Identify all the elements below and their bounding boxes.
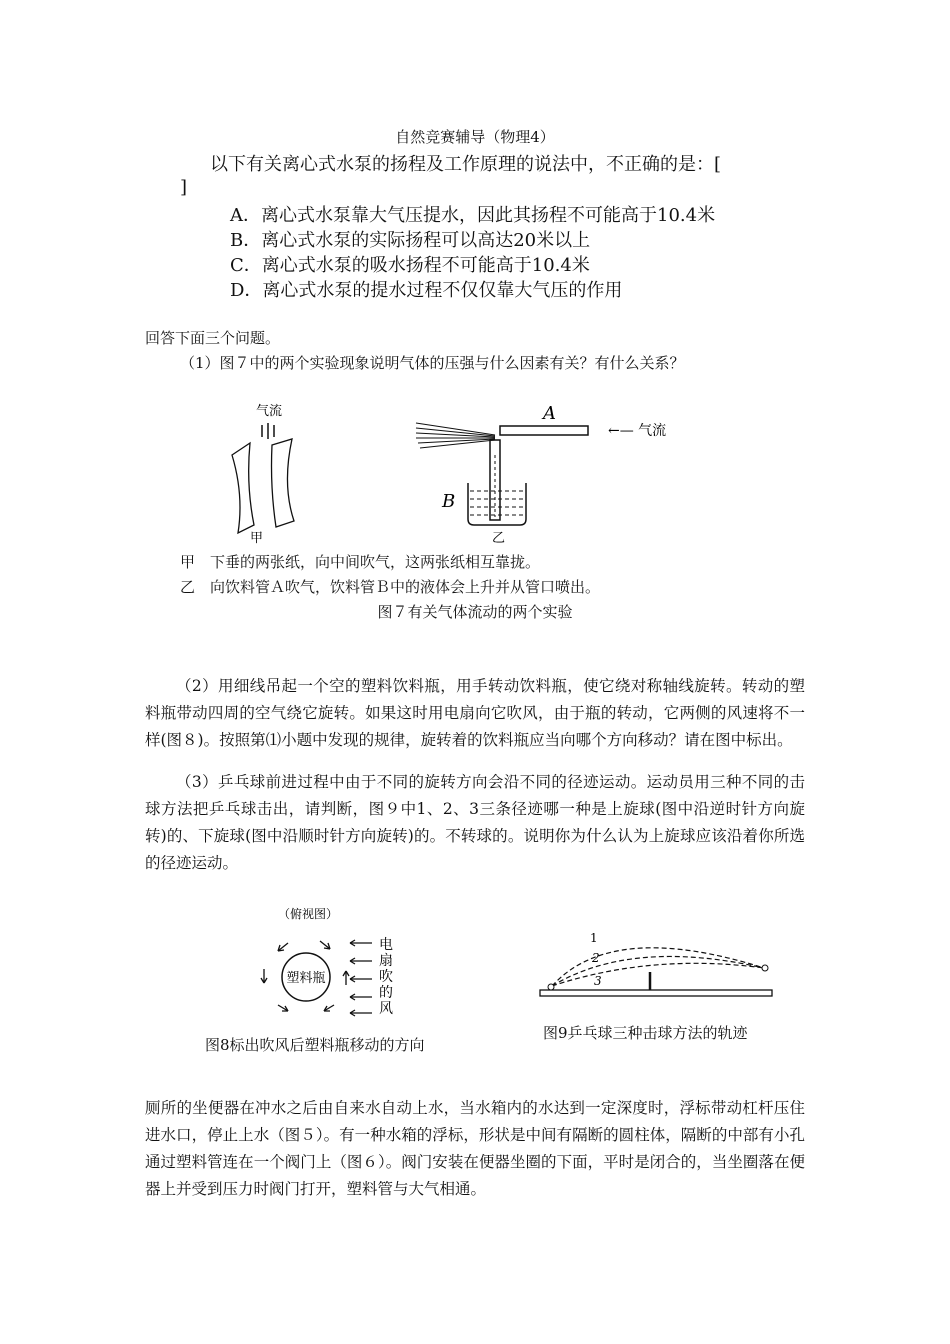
caption-jia: 甲 下垂的两张纸，向中间吹气，这两张纸相互靠拢。 (180, 553, 541, 571)
trajectory-2 (552, 956, 764, 986)
option-b: B．离心式水泵的实际扬程可以高达20米以上 (230, 230, 591, 251)
wind-char: 电 (379, 937, 393, 953)
ball-end (762, 965, 768, 971)
trajectory-label-1: 1 (590, 931, 598, 945)
option-c: C．离心式水泵的吸水扬程不可能高于10.4米 (230, 255, 590, 276)
figure-8-caption: 图8标出吹风后塑料瓶移动的方向 (205, 1036, 425, 1054)
sub-question-3: （3）乒乓球前进过程中由于不同的旋转方向会沿不同的径迹运动。运动员用三种不同的击球方法把乒乓球击出，请判断，图９中1、2、3三条径迹哪一种是上旋球(图中沿逆时针方向旋转)的、下旋球(图中沿顺时针方向旋转)的。不转球的。说明你为什么认为上旋球应该沿着你所选的径迹运动。 (145, 773, 805, 872)
table (540, 990, 772, 996)
tube-b-label: B (442, 491, 456, 512)
figure-7-caption: 图７有关气体流动的两个实验 (377, 603, 573, 621)
question-stem-bracket: ] (180, 177, 188, 198)
figure-8 (248, 905, 408, 1017)
wind-char: 风 (379, 1001, 393, 1017)
yi-label: 乙 (492, 531, 506, 546)
sub-question-2: （2）用细线吊起一个空的塑料饮料瓶，用手转动饮料瓶，使它绕对称轴线旋转。转动的塑料瓶带动四周的空气绕它旋转。如果这时用电扇向它吹风，由于瓶的转动，它两侧的风速将不一样(图８)。按照第⑴小题中发现的规律，旋转着的饮料瓶应当向哪个方向移动？请在图中标出。 (145, 677, 805, 749)
trajectory-3 (552, 963, 764, 986)
wind-char: 的 (379, 985, 393, 1001)
tube-a (500, 426, 588, 435)
caption-yi: 乙 向饮料管Ａ吹气，饮料管Ｂ中的液体会上升并从管口喷出。 (180, 578, 601, 596)
closing-paragraph: 厕所的坐便器在冲水之后由自来水自动上水，当水箱内的水达到一定深度时，浮标带动杠杆压住进水口，停止上水（图５）。有一种水箱的浮标，形状是中间有隔断的圆柱体，隔断的中部有小孔通过塑料管连在一个阀门上（图６）。阀门安装在便器坐圈的下面，平时是闭合的，当坐圈落在便器上并受到压力时阀门打开，塑料管与大气相通。 (145, 1099, 805, 1198)
option-d: D．离心式水泵的提水过程不仅仅靠大气压的作用 (230, 280, 623, 301)
jia-label: 甲 (250, 531, 264, 546)
wind-char: 扇 (379, 953, 393, 969)
figure-9 (532, 928, 777, 1000)
section-intro: 回答下面三个问题。 (145, 329, 281, 347)
question-stem: 以下有关离心式水泵的扬程及工作原理的说法中，不正确的是：[ (210, 154, 722, 175)
trajectories (552, 948, 764, 986)
figure-9-caption: 图9乒乓球三种击球方法的轨迹 (543, 1024, 748, 1042)
yi-airflow-label: ←— 气流 (608, 423, 667, 439)
ball-start (548, 984, 554, 990)
bottle-label: 塑料瓶 (286, 971, 326, 986)
beaker (468, 483, 526, 525)
spray-lines (416, 423, 495, 448)
wind-arrows (350, 940, 372, 1016)
jia-airflow-label: 气流 (256, 404, 283, 419)
top-view-label: （俯视图） (278, 907, 339, 921)
trajectory-label-3: 3 (594, 974, 602, 988)
tube-a-label: A (543, 403, 556, 424)
figure-7 (210, 395, 710, 547)
paper-sheet-left (232, 443, 254, 533)
sub-question-1: （1）图７中的两个实验现象说明气体的压强与什么因素有关？有什么关系？ (180, 354, 685, 372)
wind-char: 吹 (379, 969, 393, 985)
paper-sheet-right (272, 439, 295, 527)
trajectory-1 (552, 948, 764, 986)
page-title: 自然竞赛辅导（物理4） (395, 128, 555, 146)
trajectory-label-2: 2 (592, 951, 600, 965)
option-a: A．离心式水泵靠大气压提水，因此其扬程不可能高于10.4米 (230, 205, 716, 226)
